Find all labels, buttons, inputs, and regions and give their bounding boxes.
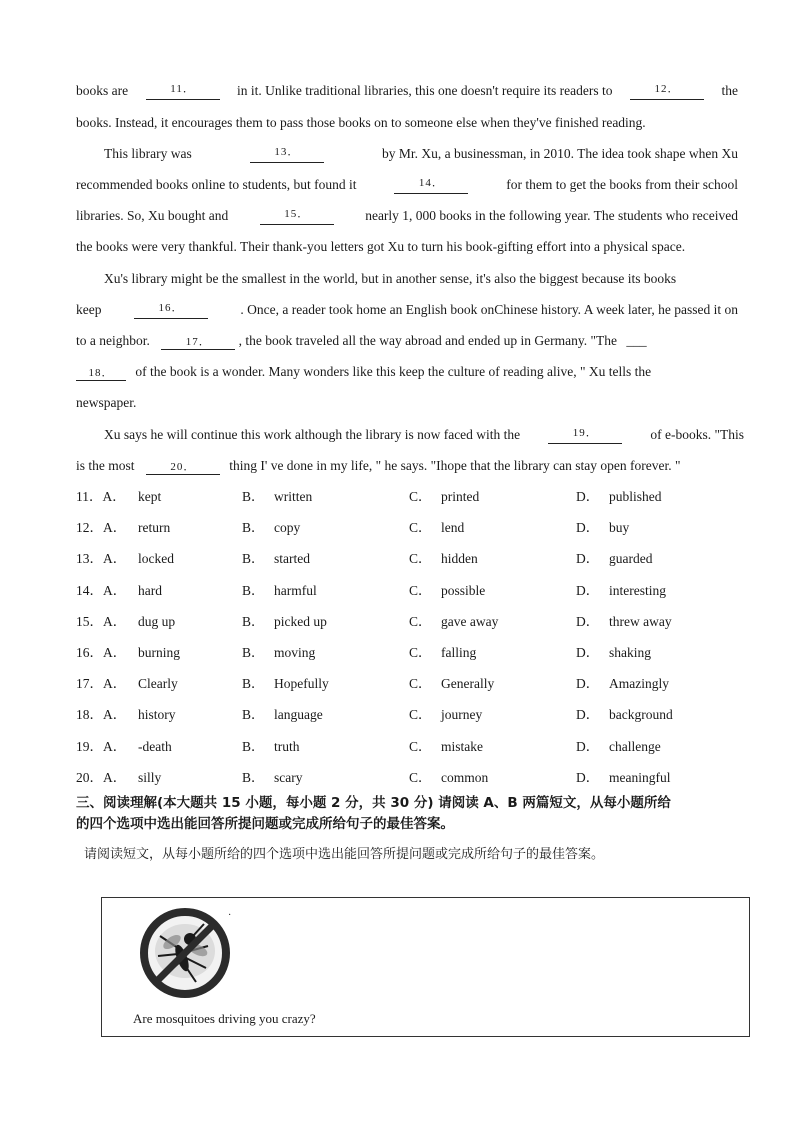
option-a: silly bbox=[138, 769, 162, 785]
option-label: D． bbox=[576, 582, 600, 598]
section-instruction: 请阅读短文，从每小题所给的四个选项中选出能回答所提问题或完成所给句子的最佳答案。 bbox=[84, 847, 605, 862]
option-a: locked bbox=[138, 551, 174, 567]
blank-12: 12． bbox=[630, 82, 704, 100]
option-b: picked up bbox=[274, 613, 327, 629]
option-label: C． bbox=[409, 613, 432, 629]
option-a: -death bbox=[138, 738, 172, 754]
option-label: B． bbox=[242, 613, 265, 629]
option-d: challenge bbox=[609, 738, 661, 754]
option-c: printed bbox=[441, 489, 480, 504]
section-title: 三、阅读理解(本大题共 15 小题，每小题 2 分，共 30 分) 请阅读 A、B 两篇短文，从每小题所给 bbox=[76, 795, 671, 811]
option-row bbox=[76, 582, 766, 600]
passage-line: is the most 20． thing I' ve done in my life, " he says. "Ihope that the library can stay open forever. " bbox=[76, 458, 681, 473]
option-b: Hopefully bbox=[274, 676, 329, 692]
option-d: background bbox=[609, 707, 673, 723]
option-label: 15．A． bbox=[76, 613, 127, 629]
option-label: D． bbox=[576, 645, 600, 660]
option-label: D． bbox=[576, 489, 600, 504]
option-row bbox=[76, 706, 766, 724]
option-row bbox=[76, 644, 766, 662]
option-label: 19．A． bbox=[76, 738, 127, 754]
option-label: D． bbox=[576, 520, 600, 536]
blank-11: 11． bbox=[146, 82, 220, 100]
option-label: B． bbox=[242, 676, 265, 692]
option-label: 17．A． bbox=[76, 676, 127, 692]
blank-14: 14． bbox=[394, 176, 468, 194]
option-label: C． bbox=[409, 645, 432, 660]
option-label: B． bbox=[242, 645, 265, 660]
option-row bbox=[76, 550, 766, 568]
option-label: B． bbox=[242, 551, 265, 567]
option-c: possible bbox=[441, 582, 486, 598]
ad-box bbox=[101, 897, 750, 1037]
blank-13: 13． bbox=[250, 145, 324, 163]
option-c: gave away bbox=[441, 613, 499, 629]
option-label: 16．A． bbox=[76, 645, 127, 660]
blank-15: 15． bbox=[260, 207, 334, 225]
option-label: B． bbox=[242, 582, 265, 598]
option-d: Amazingly bbox=[609, 676, 669, 692]
option-label: C． bbox=[409, 707, 432, 723]
option-label: D． bbox=[576, 613, 600, 629]
option-label: B． bbox=[242, 769, 265, 785]
option-b: copy bbox=[274, 520, 301, 536]
option-row bbox=[76, 769, 766, 787]
section-title: 的四个选项中选出能回答所提问题或完成所给句子的最佳答案。 bbox=[76, 816, 454, 832]
option-label: 14．A． bbox=[76, 582, 127, 598]
blank-17: 17． bbox=[161, 335, 235, 350]
passage-line: the books were very thankful. Their thank-you letters got Xu to turn his book-gifting effort into a physical space. bbox=[76, 239, 686, 254]
blank-19: 19． bbox=[548, 426, 622, 444]
option-label: D． bbox=[576, 707, 600, 723]
option-d: meaningful bbox=[609, 769, 671, 785]
option-label: B． bbox=[242, 489, 265, 504]
option-label: D． bbox=[576, 676, 600, 692]
option-label: D． bbox=[576, 738, 600, 754]
option-d: buy bbox=[609, 520, 630, 536]
option-b: written bbox=[274, 489, 313, 504]
option-d: shaking bbox=[609, 645, 651, 660]
option-b: truth bbox=[274, 738, 300, 754]
option-c: lend bbox=[441, 520, 465, 536]
option-b: started bbox=[274, 551, 310, 567]
passage-line: newspaper. bbox=[76, 395, 137, 410]
passage-line: to a neighbor. 17． , the book traveled all the way abroad and ended up in Germany. "The ___ bbox=[76, 333, 647, 348]
option-label: C． bbox=[409, 676, 432, 692]
option-c: mistake bbox=[441, 738, 483, 754]
option-label: B． bbox=[242, 738, 265, 754]
option-c: Generally bbox=[441, 676, 495, 692]
option-b: harmful bbox=[274, 582, 317, 598]
option-row bbox=[76, 519, 766, 537]
option-b: moving bbox=[274, 645, 316, 660]
no-mosquito-icon bbox=[138, 906, 232, 1000]
ad-dot: · bbox=[228, 910, 232, 921]
option-label: 11．A． bbox=[76, 489, 126, 504]
option-label: 13．A． bbox=[76, 551, 127, 567]
blank-18: 18． bbox=[76, 366, 126, 381]
option-c: common bbox=[441, 769, 489, 785]
option-label: C． bbox=[409, 582, 432, 598]
option-label: C． bbox=[409, 551, 432, 567]
option-b: scary bbox=[274, 769, 303, 785]
option-label: 18．A． bbox=[76, 707, 127, 723]
option-row bbox=[76, 613, 766, 631]
passage-line: Xu's library might be the smallest in the world, but in another sense, it's also the biggest because its books bbox=[104, 271, 677, 286]
ad-caption: Are mosquitoes driving you crazy? bbox=[133, 1011, 316, 1026]
option-d: published bbox=[609, 489, 662, 504]
passage-line: libraries. So, Xu bought and 15． nearly 1, 000 books in the following year. The students who received bbox=[76, 208, 738, 223]
option-a: dug up bbox=[138, 613, 176, 629]
option-label: B． bbox=[242, 707, 265, 723]
option-c: hidden bbox=[441, 551, 478, 567]
option-d: interesting bbox=[609, 582, 666, 598]
option-label: C． bbox=[409, 769, 432, 785]
option-d: guarded bbox=[609, 551, 653, 567]
passage-line: Xu says he will continue this work although the library is now faced with the 19． of e-books. "This bbox=[104, 427, 744, 442]
option-row bbox=[76, 675, 766, 693]
passage-line: 18． of the book is a wonder. Many wonders like this keep the culture of reading alive, " Xu tells the bbox=[76, 363, 738, 381]
blank-20: 20． bbox=[146, 460, 220, 475]
blank-16: 16． bbox=[134, 301, 208, 319]
option-a: kept bbox=[138, 489, 162, 504]
option-label: C． bbox=[409, 738, 432, 754]
passage-line: This library was 13． by Mr. Xu, a businessman, in 2010. The idea took shape when Xu bbox=[104, 146, 738, 161]
option-label: D． bbox=[576, 551, 600, 567]
option-label: C． bbox=[409, 489, 432, 504]
passage-line: recommended books online to students, but found it 14． for them to get the books from their school bbox=[76, 177, 738, 192]
option-d: threw away bbox=[609, 613, 672, 629]
option-c: falling bbox=[441, 645, 477, 660]
option-a: burning bbox=[138, 645, 180, 660]
passage-line: books. Instead, it encourages them to pass those books on to someone else when they've finished reading. bbox=[76, 115, 646, 130]
passage-line: keep 16． . Once, a reader took home an English book onChinese history. A week later, he passed it on bbox=[76, 302, 738, 317]
option-row bbox=[76, 488, 766, 506]
option-b: language bbox=[274, 707, 323, 723]
option-label: C． bbox=[409, 520, 432, 536]
option-label: 12．A． bbox=[76, 520, 127, 536]
option-a: Clearly bbox=[138, 676, 178, 692]
option-label: D． bbox=[576, 769, 600, 785]
option-c: journey bbox=[441, 707, 483, 723]
option-label: 20．A． bbox=[76, 769, 127, 785]
option-a: hard bbox=[138, 582, 162, 598]
passage-line: books are 11． in it. Unlike traditional libraries, this one doesn't require its readers to 12． the bbox=[76, 83, 738, 98]
option-label: B． bbox=[242, 520, 265, 536]
option-a: history bbox=[138, 707, 176, 723]
option-a: return bbox=[138, 520, 171, 536]
option-row bbox=[76, 738, 766, 756]
